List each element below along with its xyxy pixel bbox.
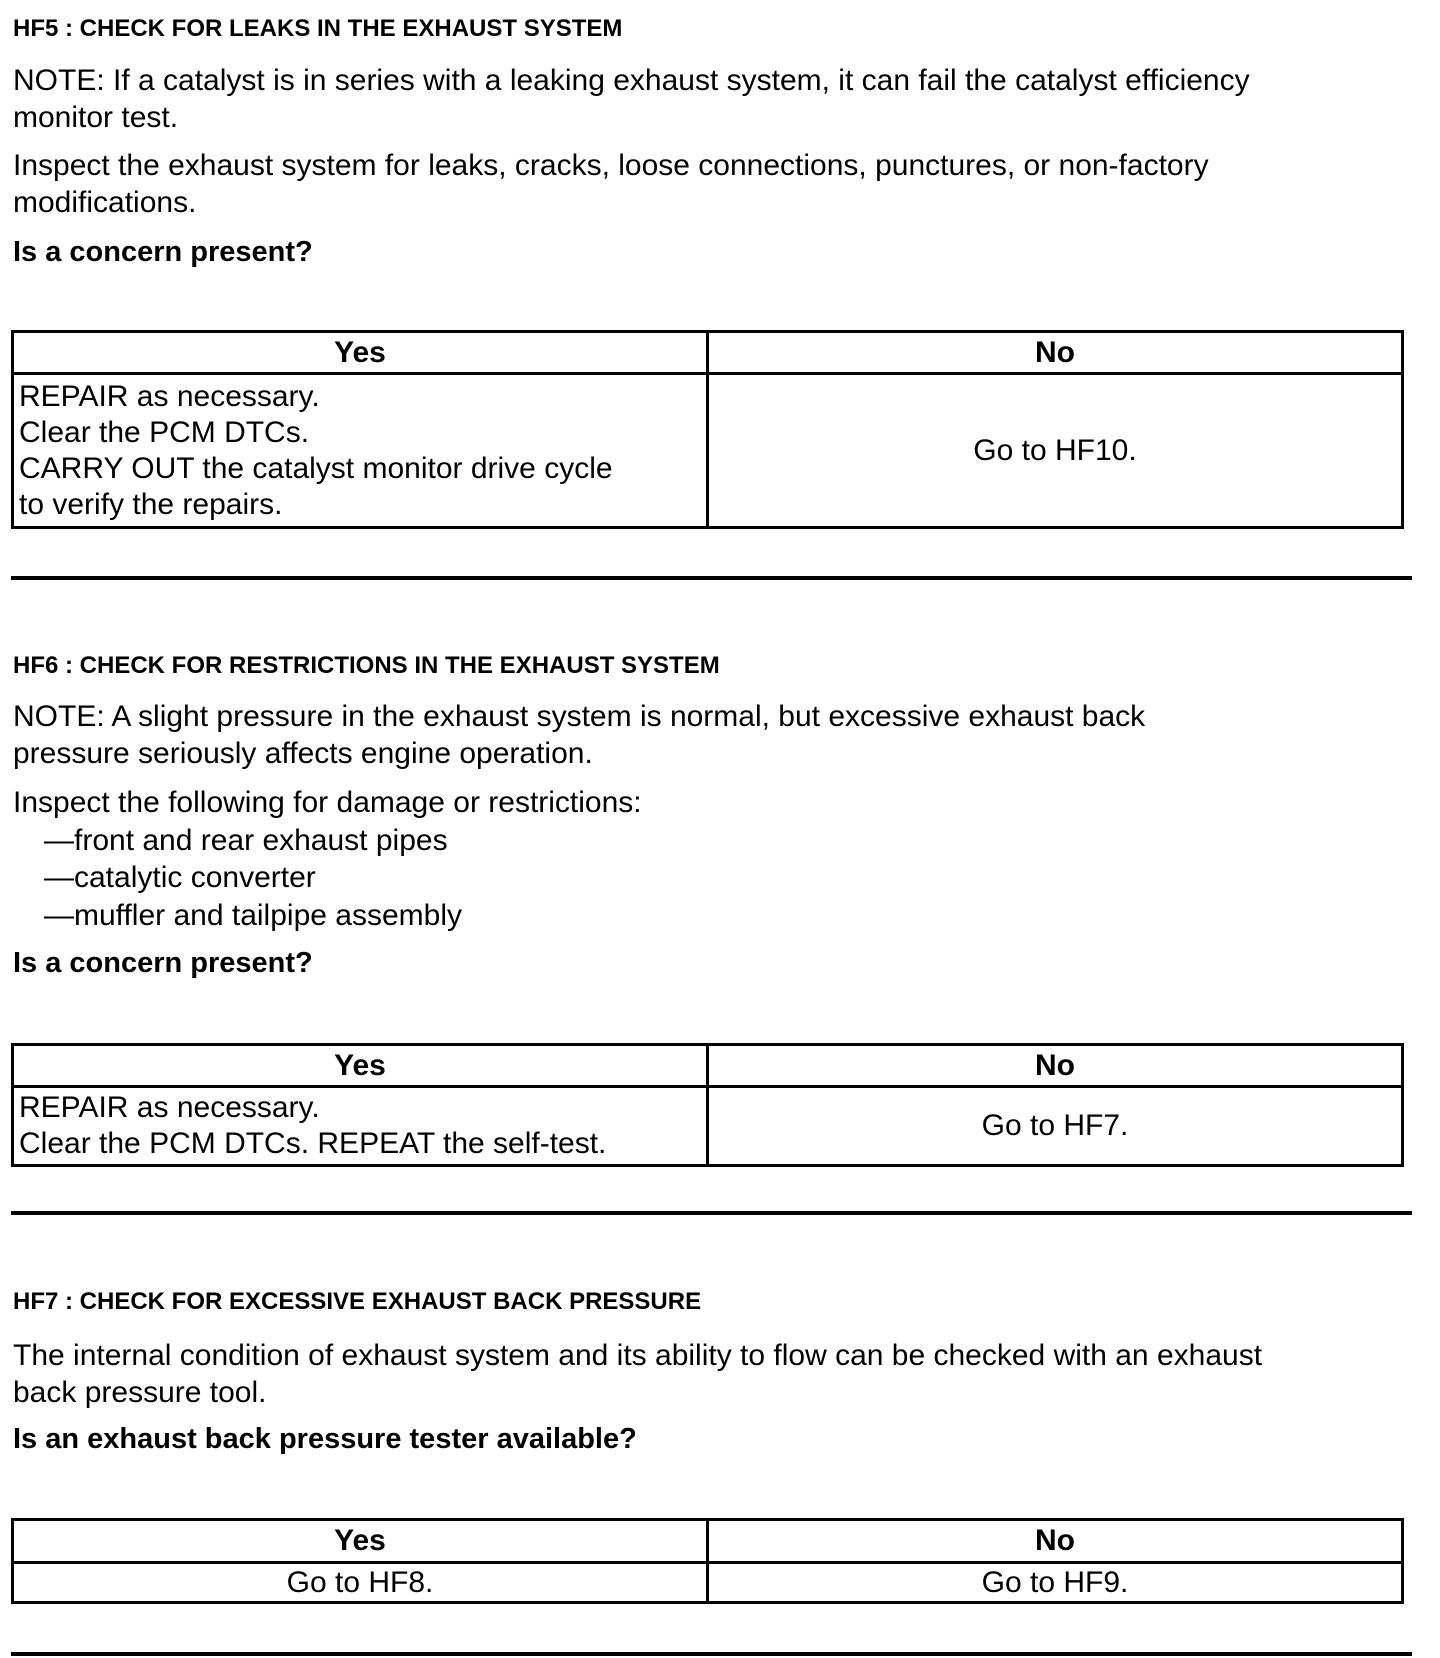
note-line: NOTE: If a catalyst is in series with a leaking exhaust system, it can fail the catalyst efficiency bbox=[13, 64, 1250, 97]
no-header: No bbox=[708, 1045, 1403, 1087]
yes-line: to verify the repairs. bbox=[19, 487, 283, 521]
yes-header: Yes bbox=[13, 332, 708, 374]
question: Is a concern present? bbox=[13, 947, 313, 979]
body-line: Inspect the exhaust system for leaks, cracks, loose connections, punctures, or non-factory bbox=[13, 149, 1209, 182]
no-cell: Go to HF9. bbox=[708, 1563, 1403, 1603]
section-heading-hf6: HF6 : CHECK FOR RESTRICTIONS IN THE EXHAUST SYSTEM bbox=[13, 652, 720, 679]
no-cell: Go to HF10. bbox=[708, 374, 1403, 528]
bullet-item: —front and rear exhaust pipes bbox=[44, 824, 448, 857]
body-line: Inspect the following for damage or restrictions: bbox=[13, 786, 642, 819]
no-header: No bbox=[708, 1520, 1403, 1563]
decision-table-hf7 bbox=[11, 1518, 1404, 1604]
section-heading-hf7: HF7 : CHECK FOR EXCESSIVE EXHAUST BACK PRESSURE bbox=[13, 1288, 702, 1315]
section-divider bbox=[11, 1211, 1412, 1215]
decision-table-hf6 bbox=[11, 1043, 1404, 1167]
no-header: No bbox=[708, 332, 1403, 374]
yes-cell: Go to HF8. bbox=[13, 1563, 708, 1603]
note-line: NOTE: A slight pressure in the exhaust system is normal, but excessive exhaust back bbox=[13, 700, 1146, 733]
no-cell: Go to HF7. bbox=[708, 1087, 1403, 1166]
yes-line: Clear the PCM DTCs. REPEAT the self-test. bbox=[19, 1127, 607, 1160]
section-divider bbox=[11, 1652, 1412, 1656]
bullet-item: —catalytic converter bbox=[44, 861, 316, 894]
body-line: modifications. bbox=[13, 186, 197, 219]
note-line: pressure seriously affects engine operation. bbox=[13, 737, 593, 770]
decision-table-hf5 bbox=[11, 330, 1404, 529]
yes-line: Clear the PCM DTCs. bbox=[19, 415, 310, 449]
yes-header: Yes bbox=[13, 1045, 708, 1087]
bullet-item: —muffler and tailpipe assembly bbox=[44, 899, 462, 932]
yes-line: REPAIR as necessary. bbox=[19, 1091, 320, 1124]
yes-line: REPAIR as necessary. bbox=[19, 379, 320, 413]
section-divider bbox=[11, 576, 1412, 580]
body-line: The internal condition of exhaust system and its ability to flow can be checked with an exhaust bbox=[13, 1339, 1263, 1372]
yes-cell bbox=[13, 374, 708, 528]
body-line: back pressure tool. bbox=[13, 1376, 267, 1409]
yes-header: Yes bbox=[13, 1520, 708, 1563]
question: Is an exhaust back pressure tester available? bbox=[13, 1423, 637, 1455]
section-heading-hf5: HF5 : CHECK FOR LEAKS IN THE EXHAUST SYSTEM bbox=[13, 15, 623, 42]
note-line: monitor test. bbox=[13, 101, 179, 134]
yes-cell bbox=[13, 1087, 708, 1166]
yes-line: CARRY OUT the catalyst monitor drive cycle bbox=[19, 451, 613, 485]
question: Is a concern present? bbox=[13, 236, 313, 268]
